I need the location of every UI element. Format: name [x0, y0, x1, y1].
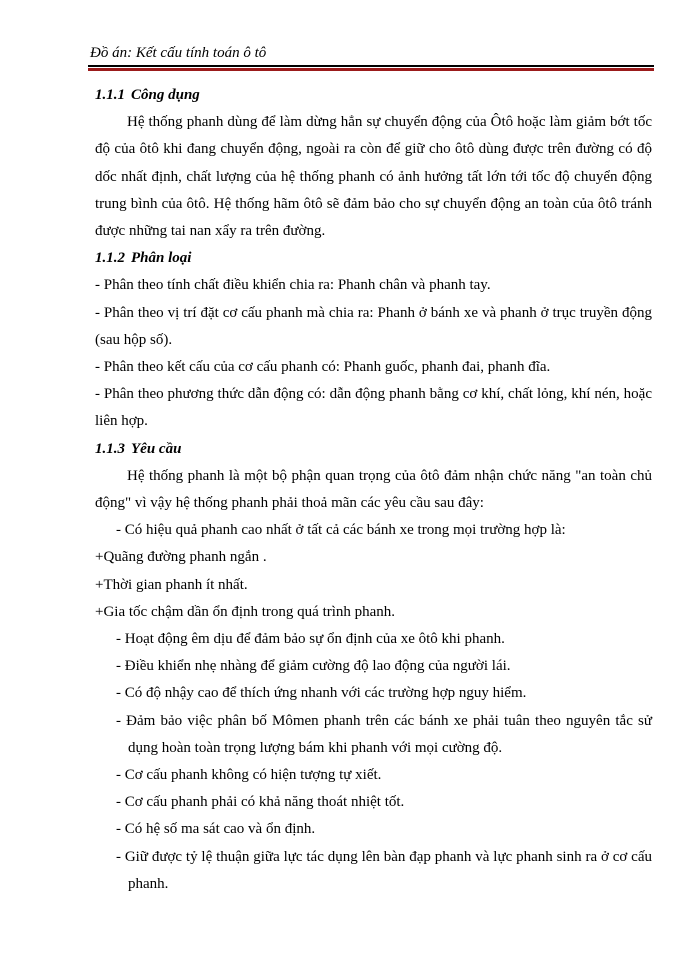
list-item: +Gia tốc chậm dần ổn định trong quá trình phanh.	[95, 603, 396, 620]
section-number: 1.1.3	[95, 440, 125, 457]
list-item: - Cơ cấu phanh phải có khả năng thoát nhiệt tốt.	[116, 794, 405, 811]
list-item: - Cơ cấu phanh không có hiện tượng tự xiết.	[116, 767, 382, 784]
document-body	[95, 82, 652, 898]
list-item: - Hoạt động êm dịu để đảm bảo sự ổn định của xe ôtô khi phanh.	[116, 631, 505, 648]
list-item: +Quãng đường phanh ngắn .	[95, 549, 267, 566]
list-item: - Phân theo tính chất điều khiển chia ra: Phanh chân và phanh tay.	[95, 277, 491, 294]
list-item: - Đảm bảo việc phân bố Mômen phanh trên các bánh xe phải tuân theo nguyên tắc sử dụng hoàn toàn trọng lượng bám khi phanh với mọi cường độ.	[116, 712, 652, 756]
section-number: 1.1.2	[95, 250, 125, 267]
page-header-title: Đồ án: Kết cấu tính toán ô tô	[90, 45, 267, 61]
list-item: - Có hiệu quả phanh cao nhất ở tất cả các bánh xe trong mọi trường hợp là:	[116, 522, 566, 539]
section-title: Phân loại	[131, 250, 192, 267]
list-item: - Có hệ số ma sát cao và ổn định.	[116, 821, 316, 838]
list-item: - Phân theo vị trí đặt cơ cấu phanh mà chia ra: Phanh ở bánh xe và phanh ở trục truyền động (sau hộp số).	[95, 304, 652, 348]
list-item: - Có độ nhậy cao để thích ứng nhanh với các trường hợp nguy hiểm.	[116, 685, 527, 702]
header-rule-red	[88, 68, 654, 71]
list-item: - Điều khiển nhẹ nhàng để giảm cường độ lao động của người lái.	[116, 658, 511, 675]
section-heading	[95, 82, 652, 109]
section-heading	[95, 245, 652, 272]
section-heading	[95, 436, 652, 463]
list-item: - Phân theo phương thức dẫn động có: dẫn động phanh bằng cơ khí, chất lỏng, khí nén, hoặc liên hợp.	[95, 386, 652, 430]
section-title: Công dụng	[131, 87, 200, 103]
header-rule-black	[88, 65, 654, 67]
section-paragraph: Hệ thống phanh dùng để làm dừng hẳn sự chuyển động của Ôtô hoặc làm giảm bớt tốc độ của ôtô khi đang chuyển động, ngoài ra còn để giữ cho ôtô dùng được trên đường có độ dốc nhất định, chất lượng của hệ thống phanh có ảnh hưởng tất lớn tới tốc độ chuyển động trung bình của ôtô. Hệ thống hãm ôtô sẽ đảm bảo cho sự chuyển động an toàn của ôtô tránh được những tai nan xẩy ra trên đường.	[95, 114, 652, 240]
section-number: 1.1.1	[95, 87, 125, 103]
section-paragraph: Hệ thống phanh là một bộ phận quan trọng của ôtô đảm nhận chức năng "an toàn chủ động" vì vậy hệ thống phanh phải thoả mãn các yêu cầu sau đây:	[95, 467, 652, 512]
list-item: - Phân theo kết cấu của cơ cấu phanh có: Phanh guốc, phanh đai, phanh đĩa.	[95, 359, 551, 376]
section-title: Yêu cầu	[131, 440, 182, 457]
list-item: +Thời gian phanh ít nhất.	[95, 576, 248, 593]
list-item: - Giữ được tỷ lệ thuận giữa lực tác dụng lên bàn đạp phanh và lực phanh sinh ra ở cơ cấu phanh.	[116, 848, 652, 892]
